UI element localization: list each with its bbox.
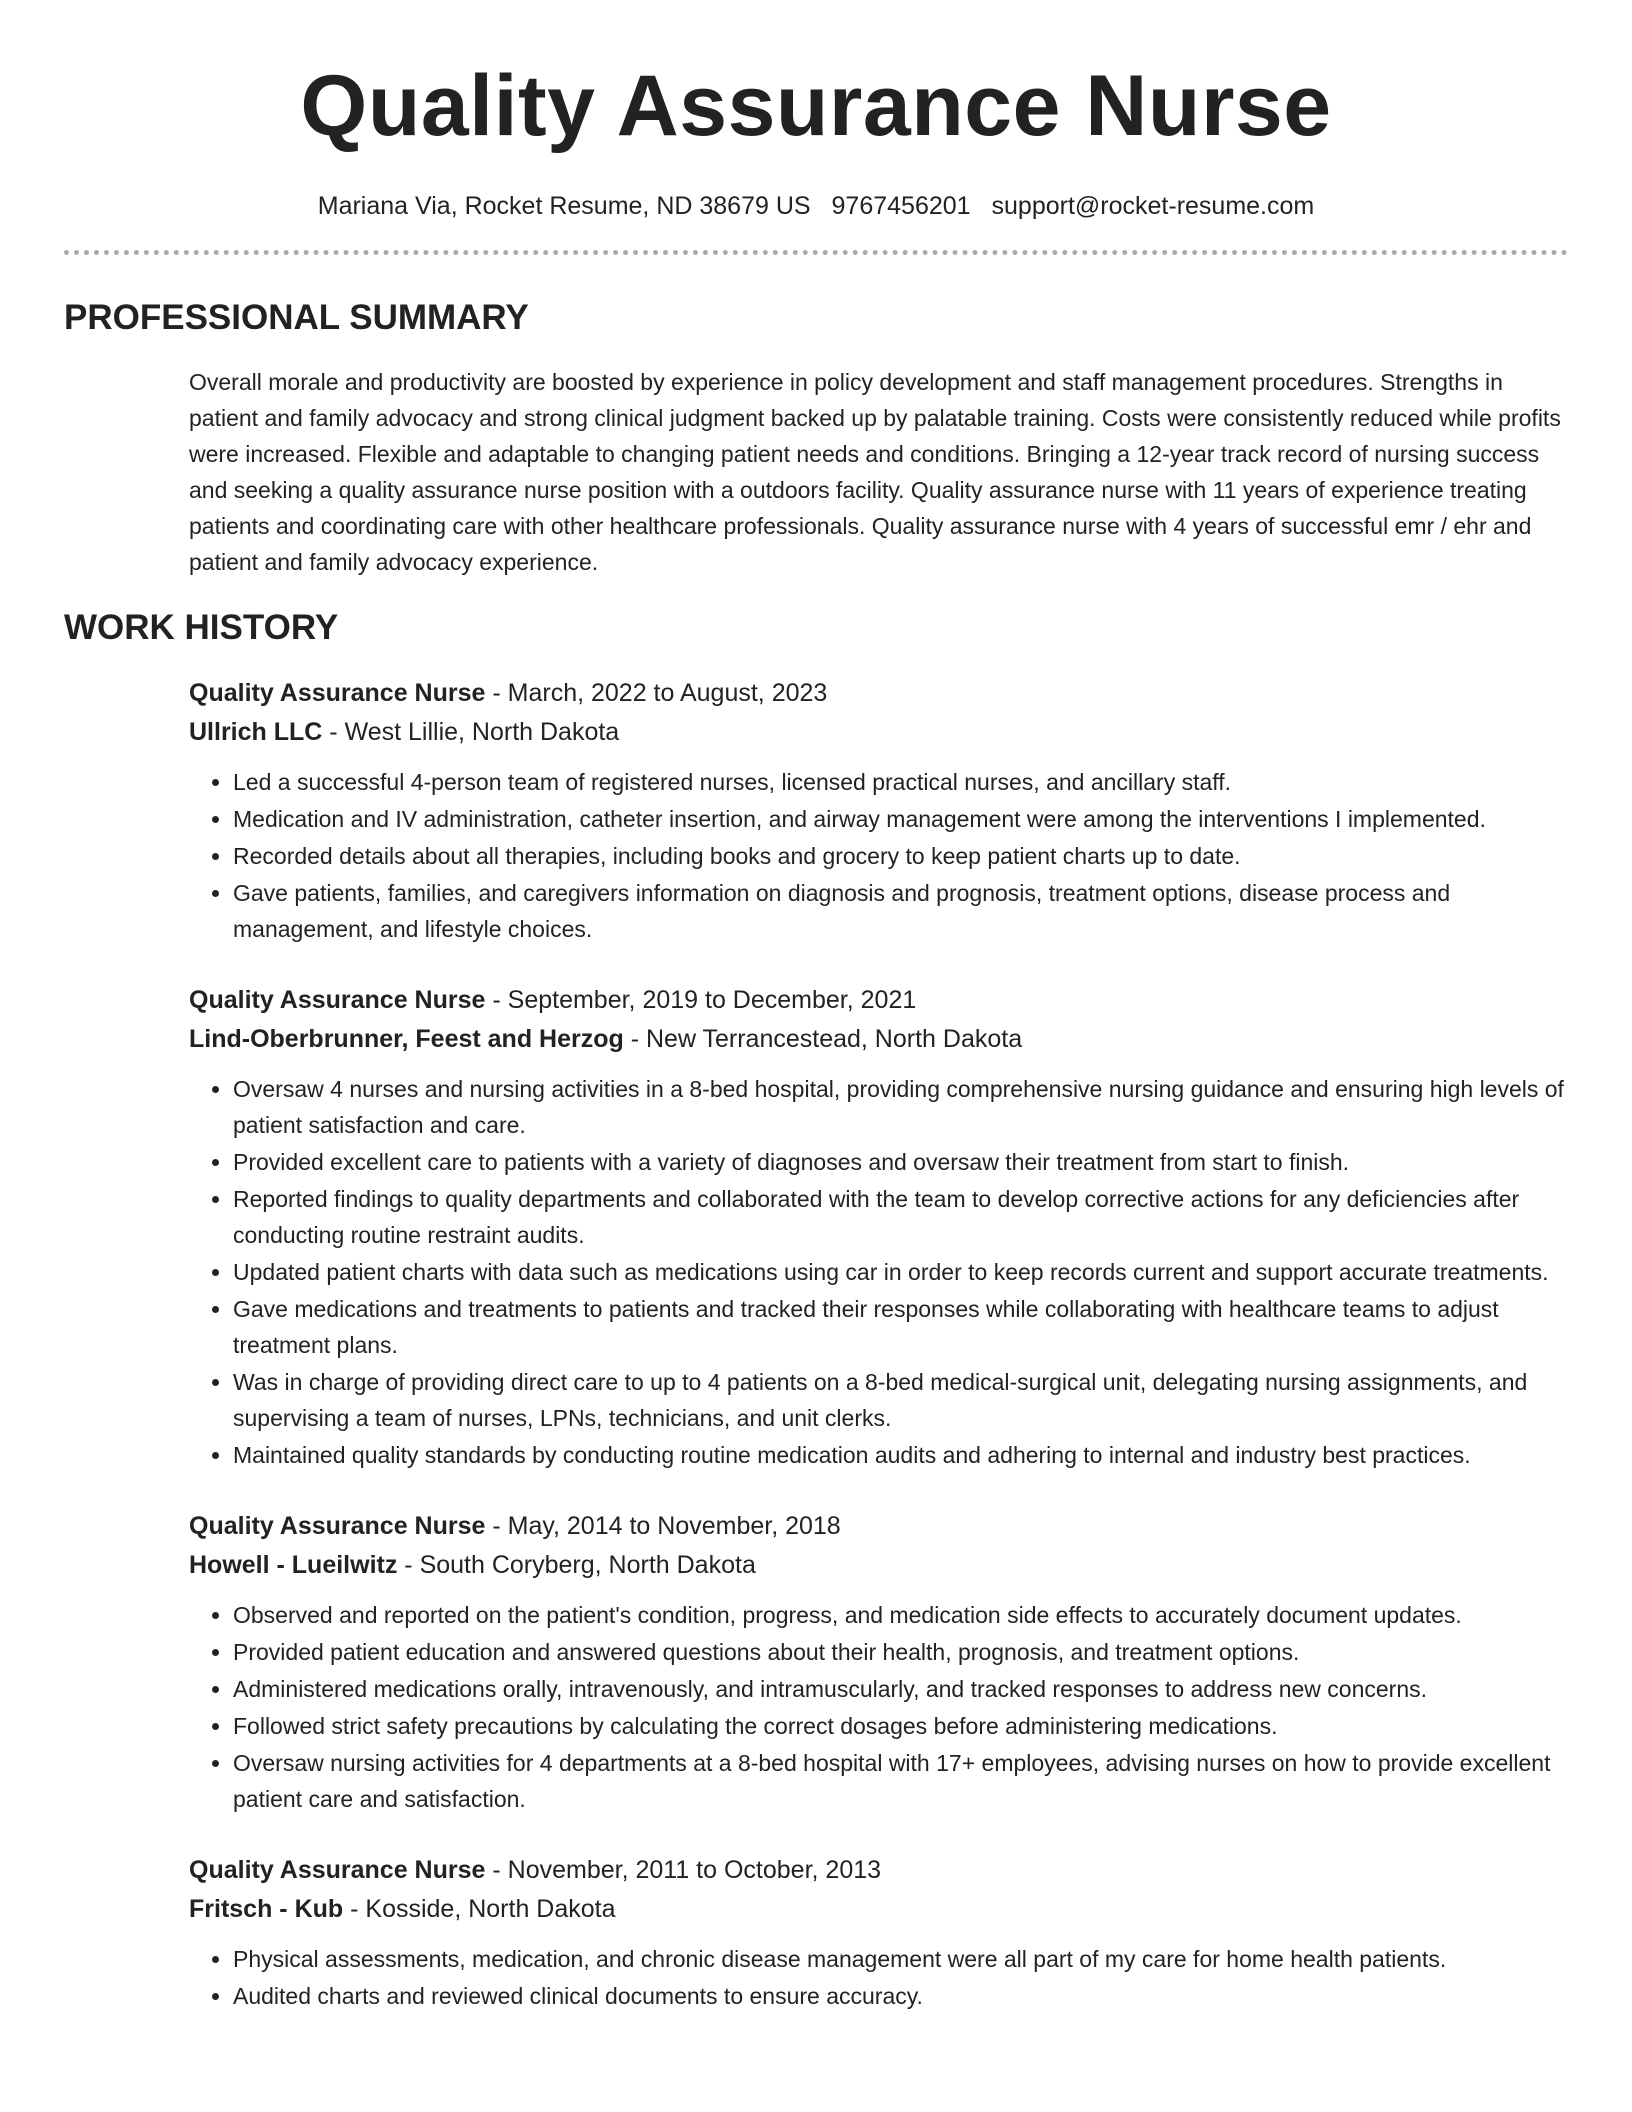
job-location: Kosside, North Dakota <box>365 1895 616 1923</box>
job-bullet-list <box>189 1941 1569 2014</box>
job-bullet: • Gave patients, families, and caregivers information on diagnosis and prognosis, treatment options, disease process and management, and lifestyle choices. <box>233 875 1569 947</box>
job-title-line <box>189 981 1569 1020</box>
job-title: Quality Assurance Nurse <box>189 1512 486 1540</box>
job-entry <box>189 1507 1569 1817</box>
contact-phone: 9767456201 <box>831 192 971 220</box>
job-bullet: • Reported findings to quality departments and collaborated with the team to develop corrective actions for any deficiencies after conducting routine restraint audits. <box>233 1181 1569 1253</box>
job-entry <box>189 1851 1569 2014</box>
job-bullet: • Updated patient charts with data such as medications using car in order to keep records current and support accurate treatments. <box>233 1254 1569 1290</box>
job-title-line <box>189 1507 1569 1546</box>
resume-header <box>0 0 1632 222</box>
job-entry <box>189 981 1569 1473</box>
job-separator: - <box>322 718 345 746</box>
work-history-section <box>189 674 1569 2048</box>
job-bullet: • Led a successful 4-person team of registered nurses, licensed practical nurses, and ancillary staff. <box>233 764 1569 800</box>
job-bullet: • Provided patient education and answered questions about their health, prognosis, and treatment options. <box>233 1634 1569 1670</box>
job-bullet: • Was in charge of providing direct care to up to 4 patients on a 8-bed medical-surgical unit, delegating nursing assignments, and supervising a team of nurses, LPNs, technicians, and unit clerks. <box>233 1364 1569 1436</box>
contact-line <box>0 190 1632 222</box>
job-company-line <box>189 1020 1569 1059</box>
job-location: New Terrancestead, North Dakota <box>645 1025 1023 1053</box>
job-company-line <box>189 713 1569 752</box>
job-title: Quality Assurance Nurse <box>189 1856 486 1884</box>
job-separator: - <box>485 986 508 1014</box>
job-title-line <box>189 1851 1569 1890</box>
job-bullet: • Physical assessments, medication, and chronic disease management were all part of my care for home health patients. <box>233 1941 1569 1977</box>
job-dates: September, 2019 to December, 2021 <box>507 986 917 1014</box>
job-location: South Coryberg, North Dakota <box>419 1551 756 1579</box>
job-bullet: • Oversaw nursing activities for 4 departments at a 8-bed hospital with 17+ employees, advising nurses on how to provide excellent patient care and satisfaction. <box>233 1745 1569 1817</box>
summary-section <box>189 364 1569 580</box>
contact-address: Mariana Via, Rocket Resume, ND 38679 US <box>317 192 811 220</box>
job-company: Lind-Oberbrunner, Feest and Herzog <box>189 1025 624 1053</box>
job-bullet-list <box>189 764 1569 947</box>
job-location: West Lillie, North Dakota <box>344 718 620 746</box>
job-bullet-list <box>189 1071 1569 1473</box>
job-title: Quality Assurance Nurse <box>189 986 486 1014</box>
page-title: Quality Assurance Nurse <box>300 58 1332 154</box>
job-dates: November, 2011 to October, 2013 <box>507 1856 882 1884</box>
job-company-line <box>189 1546 1569 1585</box>
job-company: Howell - Lueilwitz <box>189 1551 398 1579</box>
work-history-heading: WORK HISTORY <box>64 608 339 647</box>
job-separator: - <box>623 1025 646 1053</box>
summary-heading: PROFESSIONAL SUMMARY <box>64 298 529 337</box>
header-divider <box>64 250 1568 255</box>
job-bullet: • Oversaw 4 nurses and nursing activities in a 8-bed hospital, providing comprehensive nursing guidance and ensuring high levels of patient satisfaction and care. <box>233 1071 1569 1143</box>
job-separator: - <box>485 1512 508 1540</box>
job-separator: - <box>343 1895 366 1923</box>
summary-text: Overall morale and productivity are boosted by experience in policy development and staff management procedures. Strengths in patient and family advocacy and strong clinical judgment backed up by palatable training. Costs were consistently reduced while profits were increased. Flexible and adaptable to changing patient needs and conditions. Bringing a 12-year track record of nursing success and seeking a quality assurance nurse position with a outdoors facility. Quality assurance nurse with 11 years of experience treating patients and coordinating care with other healthcare professionals. Quality assurance nurse with 4 years of successful emr / ehr and patient and family advocacy experience. <box>189 369 1561 575</box>
job-company: Fritsch - Kub <box>189 1895 344 1923</box>
job-bullet: • Gave medications and treatments to patients and tracked their responses while collaborating with healthcare teams to adjust treatment plans. <box>233 1291 1569 1363</box>
job-title: Quality Assurance Nurse <box>189 679 486 707</box>
job-separator: - <box>397 1551 420 1579</box>
contact-email: support@rocket-resume.com <box>991 192 1315 220</box>
job-company: Ullrich LLC <box>189 718 323 746</box>
job-bullet-list <box>189 1597 1569 1817</box>
job-bullet: • Audited charts and reviewed clinical documents to ensure accuracy. <box>233 1978 1569 2014</box>
job-company-line <box>189 1890 1569 1929</box>
job-bullet: • Maintained quality standards by conducting routine medication audits and adhering to internal and industry best practices. <box>233 1437 1569 1473</box>
job-entry <box>189 674 1569 947</box>
job-dates: March, 2022 to August, 2023 <box>507 679 828 707</box>
job-bullet: • Administered medications orally, intravenously, and intramuscularly, and tracked responses to address new concerns. <box>233 1671 1569 1707</box>
job-bullet: • Recorded details about all therapies, including books and grocery to keep patient charts up to date. <box>233 838 1569 874</box>
job-bullet: • Medication and IV administration, catheter insertion, and airway management were among the interventions I implemented. <box>233 801 1569 837</box>
job-bullet: • Followed strict safety precautions by calculating the correct dosages before administering medications. <box>233 1708 1569 1744</box>
job-separator: - <box>485 1856 508 1884</box>
job-dates: May, 2014 to November, 2018 <box>507 1512 841 1540</box>
job-title-line <box>189 674 1569 713</box>
job-bullet: • Provided excellent care to patients with a variety of diagnoses and oversaw their treatment from start to finish. <box>233 1144 1569 1180</box>
job-bullet: • Observed and reported on the patient's condition, progress, and medication side effects to accurately document updates. <box>233 1597 1569 1633</box>
job-separator: - <box>485 679 508 707</box>
